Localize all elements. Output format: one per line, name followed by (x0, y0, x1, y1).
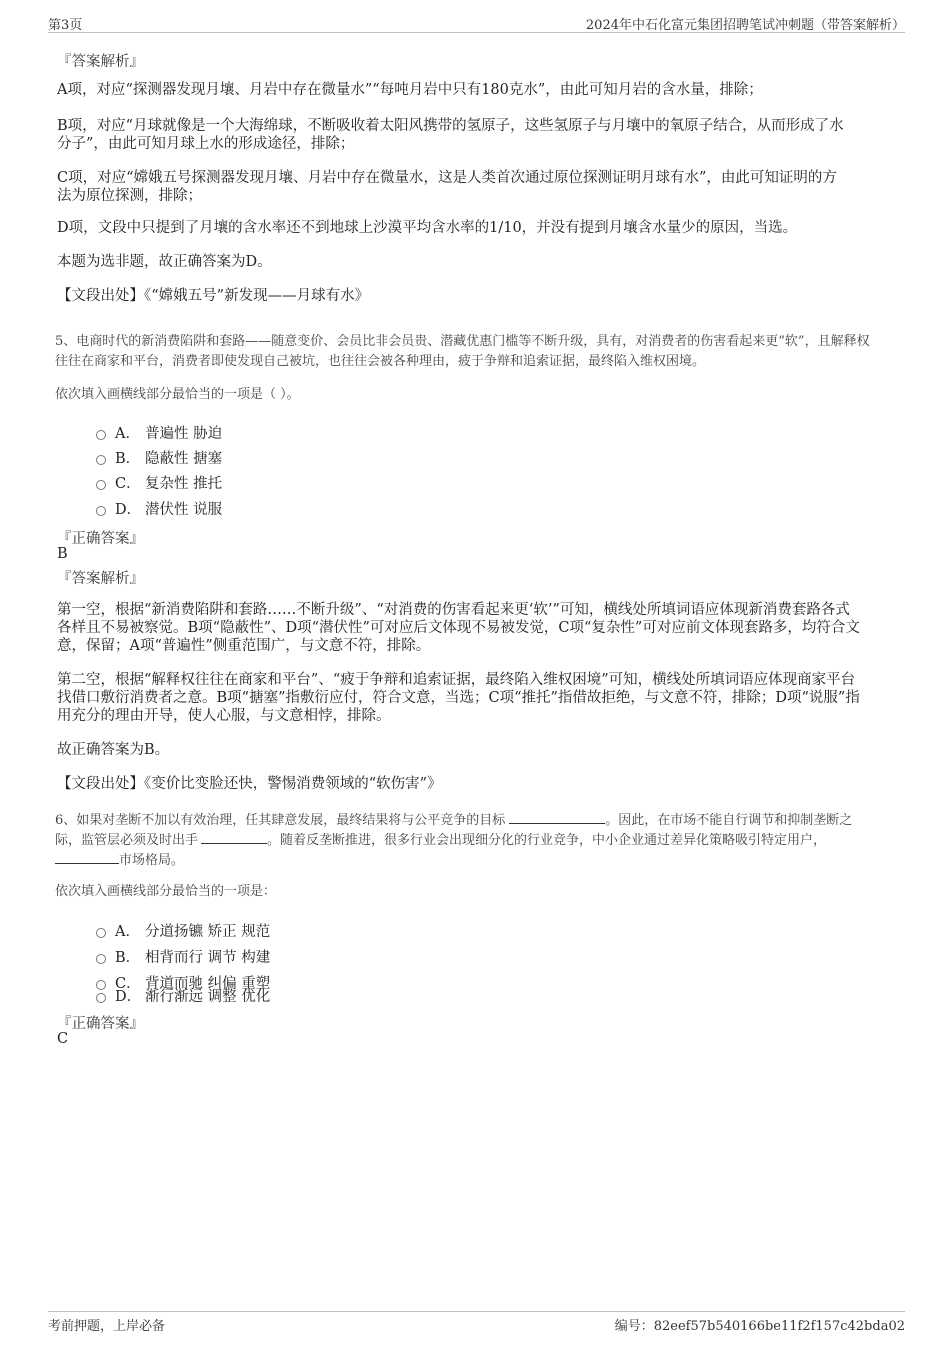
analysis-paragraph-d: D项，文段中只提到了月壤的含水率还不到地球上沙漠平均含水率的1/10，并没有提到月壤含水量少的原因，当选。 (57, 220, 798, 236)
q5-analysis-p2-line2: 找借口敷衍消费者之意。B项“搪塞”指敷衍应付，符合文意，当选；C项“推托”指借故拒绝，与文意不符，排除；D项“说服”指 (57, 690, 860, 706)
answer-blank (509, 810, 605, 824)
q5-analysis-p1-line1: 第一空，根据“新消费陷阱和套路……不断升级”、“对消费的伤害看起来更‘软’”可知，横线处所填词语应体现新消费套路各式 (57, 602, 850, 618)
q6-option-c[interactable]: C． 背道而驰 纠偏 重塑 (96, 972, 270, 992)
correct-answer-label: 『正确答案』 (57, 1016, 144, 1032)
source-citation: 【文段出处】《变价比变脸还快，警惕消费领域的“软伤害”》 (57, 776, 442, 792)
q5-option-b[interactable]: B． 隐蔽性 搪塞 (96, 447, 222, 467)
q5-analysis-p2-line3: 用充分的理由开导，使人心服，与文意相悖，排除。 (57, 708, 391, 724)
answer-blank (55, 850, 119, 864)
q5-option-c[interactable]: C． 复杂性 推托 (96, 472, 222, 492)
q5-option-a[interactable]: A． 普遍性 胁迫 (96, 422, 222, 442)
q6-prompt: 依次填入画横线部分最恰当的一项是： (55, 884, 277, 899)
q5-stem-line2: 往往在商家和平台，消费者即使发现自己被坑，也往往会被各种理由，疲于争辩和追索证据，最终陷入维权困境。 (55, 354, 706, 369)
q5-analysis-p1-line2: 各样且不易被察觉。B项“隐蔽性”、D项“潜伏性”可对应后文体现不易被发觉，C项“复杂性”可对应前文体现套路多，均符合文 (57, 620, 860, 636)
q6-stem-line3: 市场格局。 (55, 850, 184, 871)
analysis-paragraph-c-line1: C项，对应“嫦娥五号探测器发现月壤、月岩中存在微量水，这是人类首次通过原位探测证明月球有水”，由此可知证明的方 (57, 170, 837, 186)
correct-answer-value: B (57, 546, 68, 562)
q6-option-b[interactable]: B． 相背而行 调节 构建 (96, 946, 270, 966)
footer-slogan: 考前押题，上岸必备 (48, 1319, 166, 1334)
radio-icon[interactable] (96, 455, 106, 465)
document-serial: 编号：82eef57b540166be11f2f157c42bda02 (614, 1319, 905, 1334)
q5-conclusion: 故正确答案为B。 (57, 742, 170, 758)
analysis-label: 『答案解析』 (57, 571, 144, 587)
radio-icon[interactable] (96, 954, 106, 964)
page-footer (48, 1311, 905, 1334)
radio-icon[interactable] (96, 506, 106, 516)
analysis-paragraph-c-line2: 法为原位探测，排除； (57, 188, 202, 204)
source-citation: 【文段出处】《“嫦娥五号”新发现——月球有水》 (57, 288, 370, 304)
q5-analysis-p1-line3: 意，保留；A项“普遍性”侧重范围广，与文意不符，排除。 (57, 638, 431, 654)
q5-analysis-p2-line1: 第二空，根据“解释权往往在商家和平台”、“疲于争辩和追索证据，最终陷入维权困境”可知，横线处所填词语应体现商家平台 (57, 672, 856, 688)
q5-option-d[interactable]: D． 潜伏性 说服 (96, 498, 222, 518)
page-number: 第3页 (48, 18, 83, 33)
analysis-conclusion: 本题为选非题，故正确答案为D。 (57, 254, 272, 270)
radio-icon[interactable] (96, 928, 106, 938)
q6-option-a[interactable]: A． 分道扬镳 矫正 规范 (96, 920, 270, 940)
analysis-paragraph-b-line2: 分子”，由此可知月球上水的形成途径，排除； (57, 136, 355, 152)
page-header (48, 12, 905, 33)
correct-answer-value: C (57, 1031, 69, 1047)
document-title: 2024年中石化富元集团招聘笔试冲刺题（带答案解析） (585, 18, 905, 33)
q6-stem-line2: 际，监管层必须及时出手 。随着反垄断推进，很多行业会出现细分化的行业竞争，中小企业通过差异化策略吸引特定用户， (55, 830, 826, 851)
answer-blank (201, 830, 267, 844)
radio-icon[interactable] (96, 480, 106, 490)
analysis-label: 『答案解析』 (57, 54, 144, 70)
analysis-paragraph-a: A项，对应“探测器发现月壤、月岩中存在微量水”“每吨月岩中只有180克水”，由此可知月岩的含水量，排除； (57, 82, 763, 98)
correct-answer-label: 『正确答案』 (57, 531, 144, 547)
q6-stem-line1: 6、如果对垄断不加以有效治理，任其肆意发展，最终结果将与公平竞争的目标 。因此，在市场不能自行调节和抑制垄断之 (55, 810, 852, 831)
radio-icon[interactable] (96, 993, 106, 1003)
q5-prompt: 依次填入画横线部分最恰当的一项是（ ）。 (55, 387, 300, 402)
radio-icon[interactable] (96, 430, 106, 440)
q5-stem-line1: 5、电商时代的新消费陷阱和套路——随意变价、会员比非会员贵、潜藏优惠门槛等不断升级，具有，对消费者的伤害看起来更“软”，且解释权 (55, 334, 870, 349)
q6-option-d[interactable]: D． 渐行渐远 调整 优化 (96, 985, 270, 1005)
analysis-paragraph-b-line1: B项，对应“月球就像是一个大海绵球，不断吸收着太阳风携带的氢原子，这些氢原子与月壤中的氧原子结合，从而形成了水 (57, 118, 844, 134)
